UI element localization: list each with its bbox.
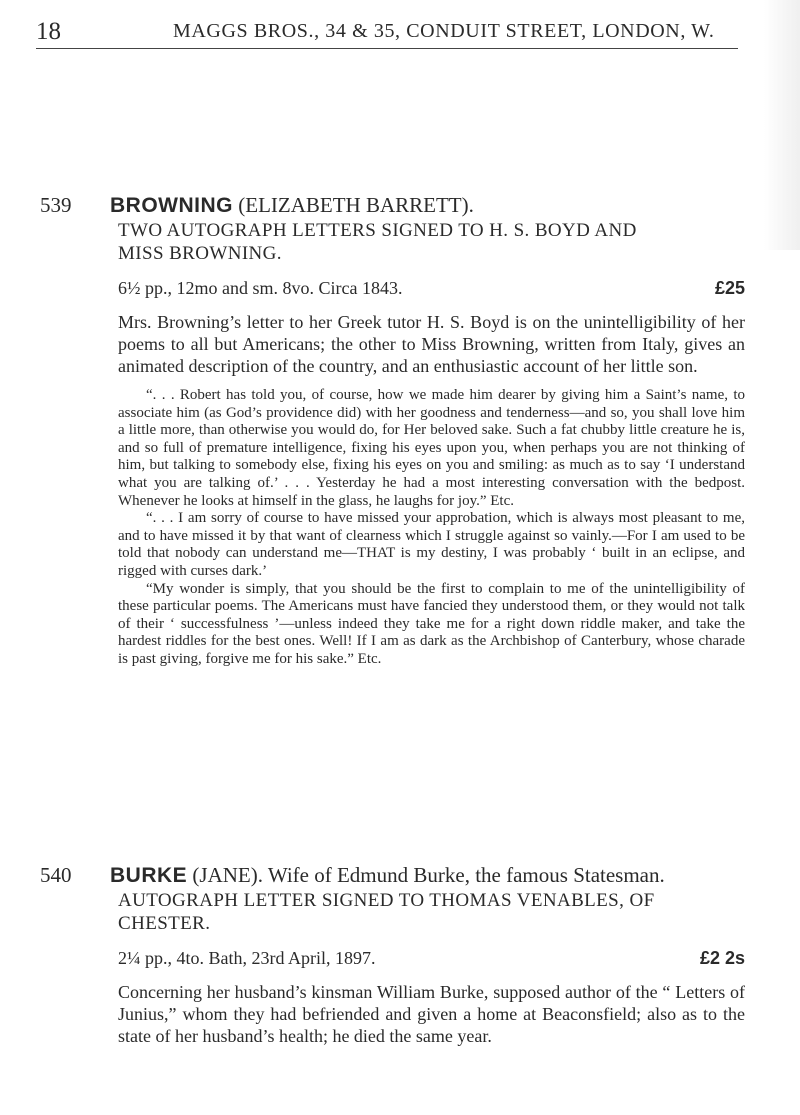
header-rule (36, 48, 738, 49)
page-edge-shadow (764, 0, 800, 250)
author-qualifier: (ELIZABETH BARRETT). (233, 193, 474, 217)
entry-heading (40, 192, 745, 219)
item-collation: 6½ pp., 12mo and sm. 8vo. Circa 1843. (118, 278, 403, 298)
lot-number: 540 (40, 863, 72, 887)
item-title-line: CHESTER. (118, 913, 211, 934)
item-details (118, 947, 745, 969)
quote-paragraph: “. . . Robert has told you, of course, how we made him dearer by giving him a Saint’s name, to associate him (as God’s providence did) with her goodness and tenderness—and so, you shall love him a little more, than otherwise you would do, for Her beloved sake. Such a fat chubby little creature he is, and so full of premature intelligence, fixing his eyes upon you, when perhaps you are not thinking of him, but talking to somebody else, fixing his eyes on you and smiling: as much as to say ‘I understand what you are talking of.’ . . . Yesterday he had a most interesting conversation with the bedpost. Whenever he looks at himself in the glass, he laughs for joy.” Etc. (118, 387, 745, 509)
item-collation: 2¼ pp., 4to. Bath, 23rd April, 1897. (118, 948, 376, 968)
page-header (36, 18, 760, 48)
item-description: Mrs. Browning’s letter to her Greek tutor H. S. Boyd is on the unintelligibility of her poems to all but Americans; the other to Miss Browning, written from Italy, gives an animated description of the country, and an enthusiastic account of her little son. (118, 312, 745, 376)
author-name: BURKE (110, 864, 188, 887)
author-qualifier: (JANE). Wife of Edmund Burke, the famous Statesman. (187, 863, 665, 887)
item-price: £25 (714, 278, 745, 298)
page-number: 18 (36, 18, 61, 45)
catalogue-entry-539 (40, 192, 745, 669)
item-price: £2 2s (699, 948, 745, 968)
author-name: BROWNING (110, 194, 233, 217)
item-title (40, 889, 745, 935)
running-head: MAGGS BROS., 34 & 35, CONDUIT STREET, LONDON, W. (173, 20, 715, 42)
item-description: Concerning her husband’s kinsman William Burke, supposed author of the “ Letters of Junius,” whom they had befriended and given a home at Beaconsfield; also as to the state of her husband’s health; he died the same year. (118, 982, 745, 1046)
item-title-line: MISS BROWNING. (118, 243, 282, 264)
item-title-line: AUTOGRAPH LETTER SIGNED TO THOMAS VENABLES, OF (118, 890, 655, 911)
lot-number: 539 (40, 193, 72, 217)
catalogue-entry-540 (40, 862, 745, 1047)
item-title (40, 219, 745, 265)
item-title-line: TWO AUTOGRAPH LETTERS SIGNED TO H. S. BOYD AND (118, 220, 637, 241)
quote-paragraph: “My wonder is simply, that you should be the first to complain to me of the unintelligibility of these particular poems. The Americans must have fancied they understood them, or they would not talk of their ‘ successfulness ’—unless indeed they take me for a right down riddle maker, and take the hardest riddles for the best ones. Well! If I am as dark as the Archbishop of Canterbury, whose charade is past giving, forgive me for his sake.” Etc. (118, 580, 745, 667)
entry-heading (40, 862, 745, 889)
item-quotation (118, 387, 745, 669)
quote-paragraph: “. . . I am sorry of course to have missed your approbation, which is always most pleasant to me, and to have missed it by that want of clearness which I struggle against so vainly.—For I am used to be told that nobody can understand me—THAT is my destiny, I was probably ‘ built in an eclipse, and rigged with curses dark.’ (118, 510, 745, 579)
item-details (118, 277, 745, 299)
